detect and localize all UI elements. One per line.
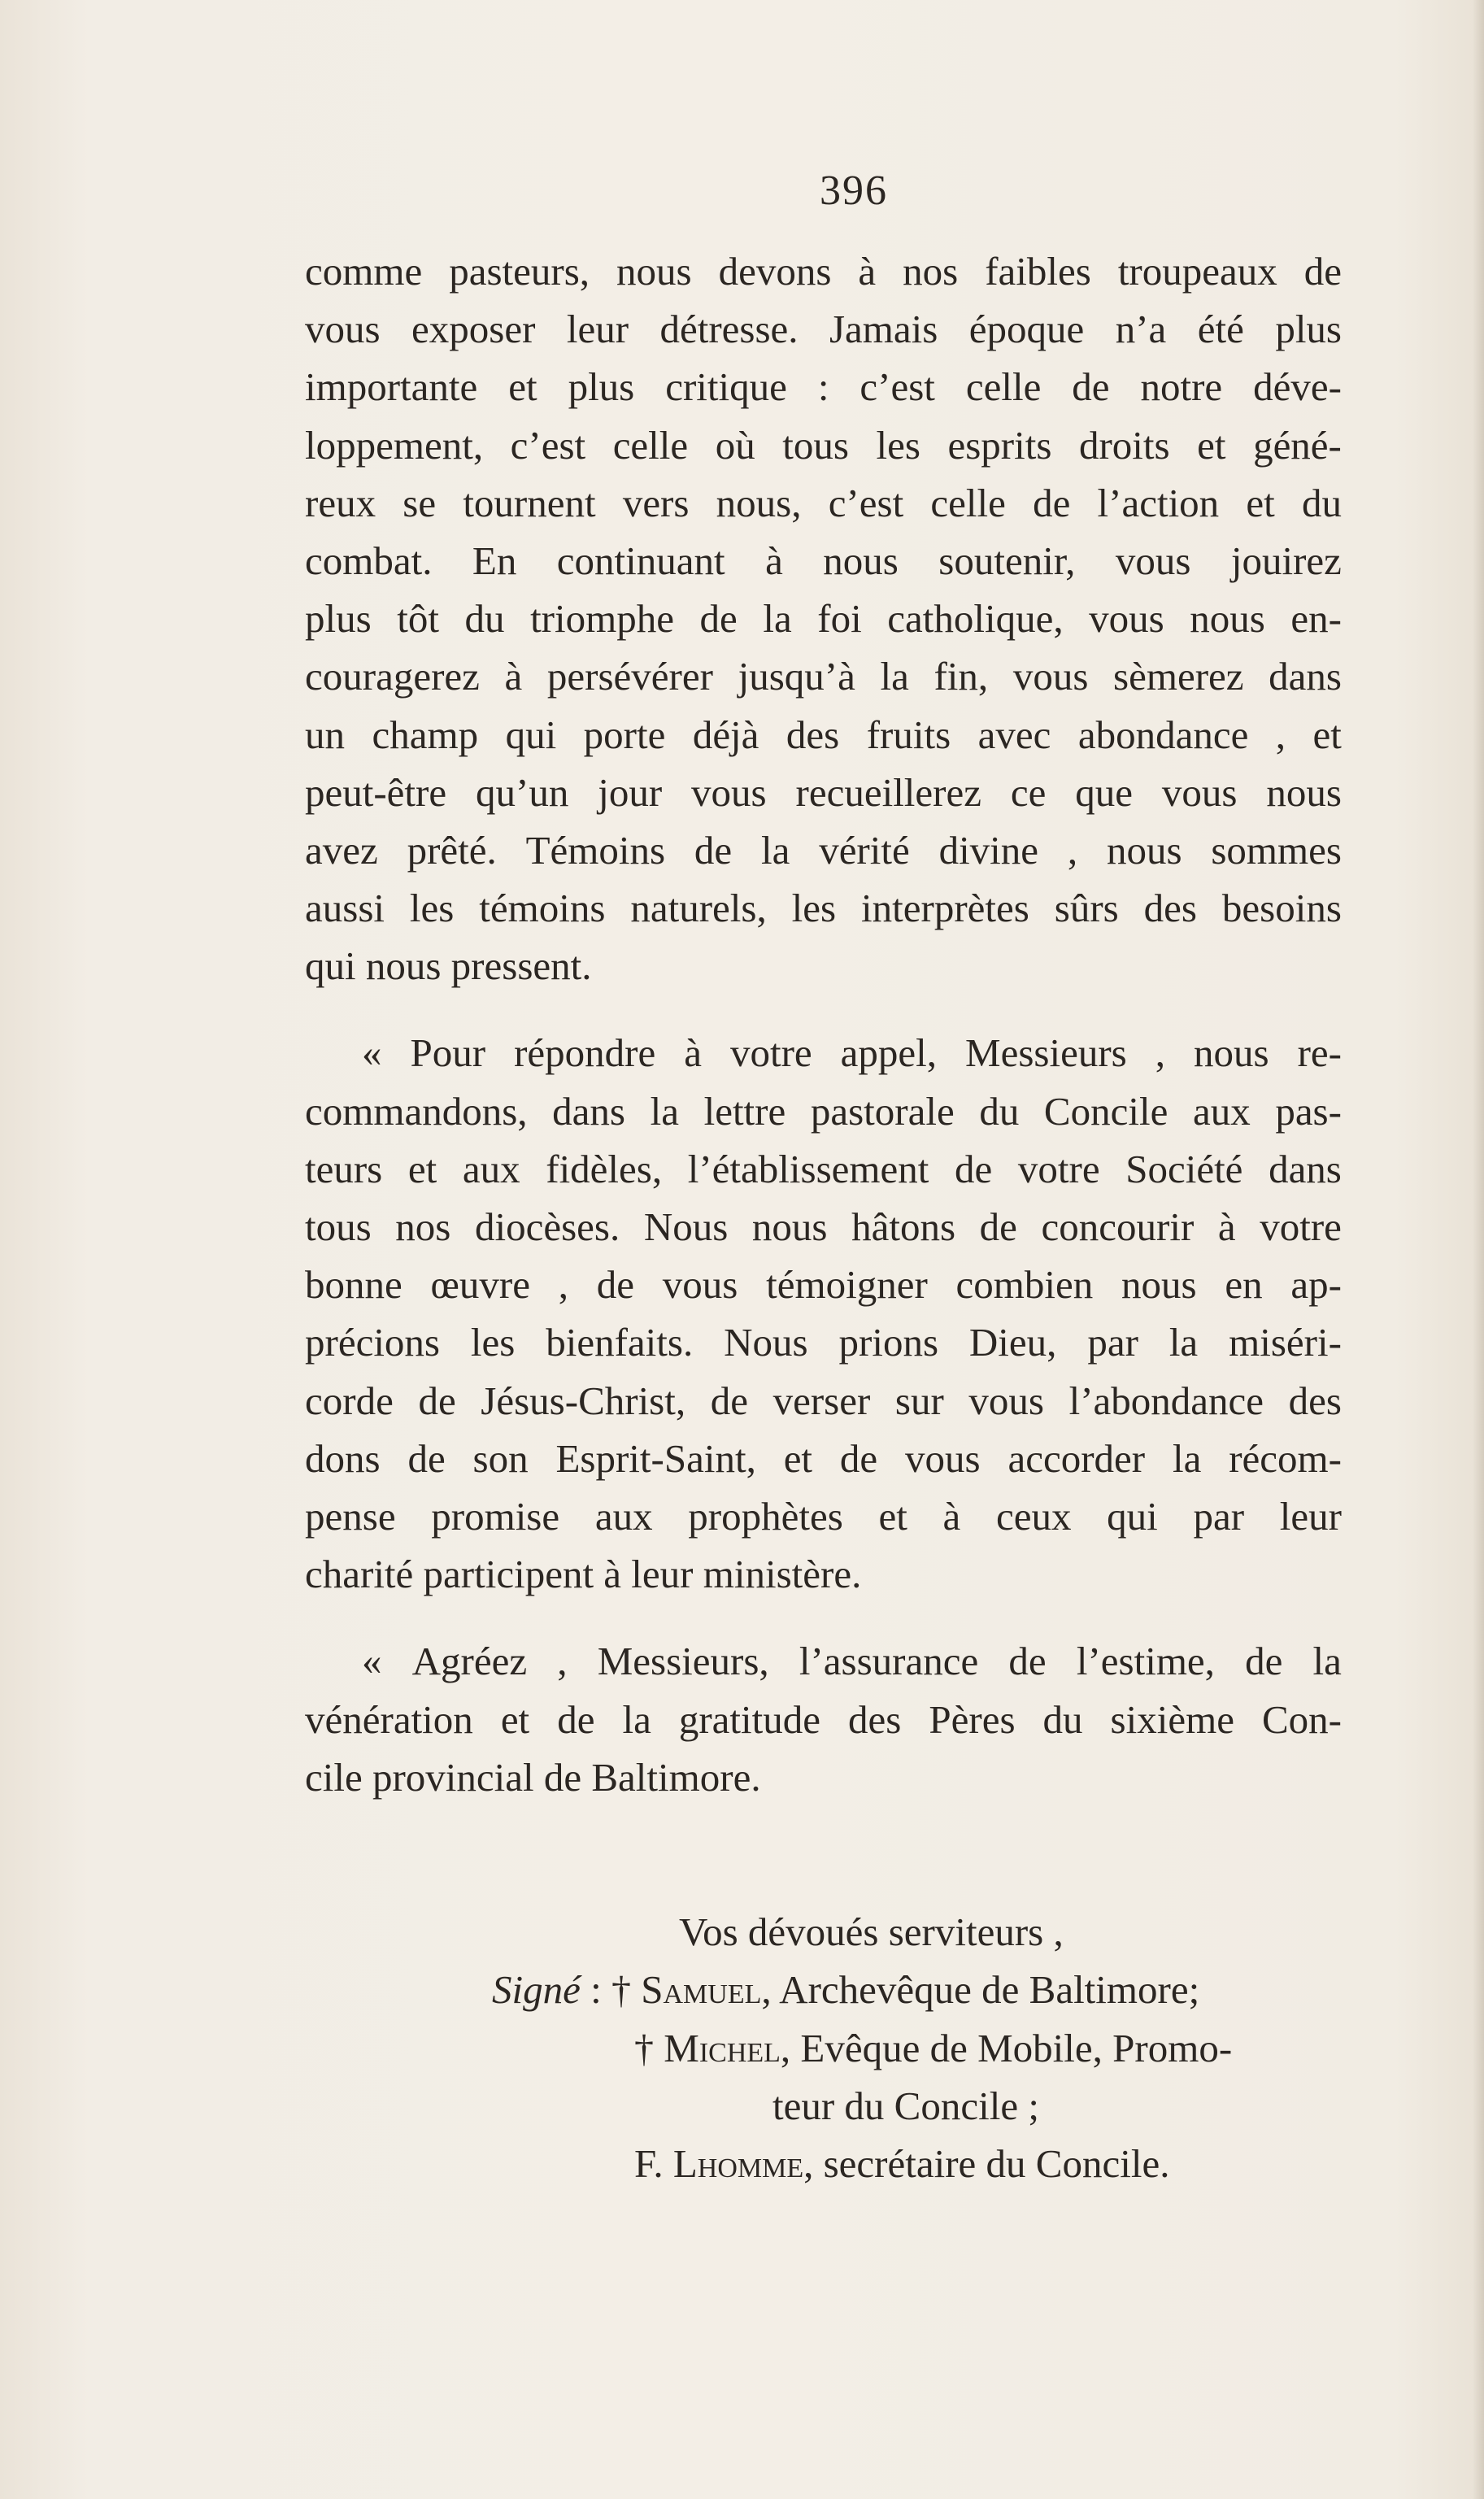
page-edge-shadow bbox=[1473, 0, 1484, 2499]
signature-line-michel bbox=[634, 2019, 1232, 2078]
text-line: avez prêté. Témoins de la vérité divine , nous sommes bbox=[305, 827, 1342, 873]
signature-line-lhomme bbox=[634, 2135, 1169, 2192]
text-line: « Agréez , Messieurs, l’assurance de l’estime, de la bbox=[362, 1639, 1342, 1684]
page-number: 396 bbox=[820, 168, 888, 214]
signature-colon: : bbox=[590, 1967, 602, 2012]
text-line: vénération et de la gratitude des Pères du sixième Con- bbox=[305, 1696, 1342, 1742]
text-line: loppement, c’est celle où tous les esprits droits et géné- bbox=[305, 422, 1342, 468]
text-line: plus tôt du triomphe de la foi catholique, vous nous en- bbox=[305, 596, 1342, 642]
signatory-samuel: Samuel bbox=[641, 1967, 762, 2012]
text-line: aussi les témoins naturels, les interprètes sûrs des besoins bbox=[305, 886, 1342, 931]
text-line: qui nous pressent. bbox=[305, 943, 592, 989]
text-line: teurs et aux fidèles, l’établissement de votre Société dans bbox=[305, 1146, 1342, 1191]
text-line: reux se tournent vers nous, c’est celle de l’action et du bbox=[305, 480, 1342, 525]
paragraph-2 bbox=[305, 1024, 1342, 1603]
body-text bbox=[305, 242, 1342, 1806]
dagger-symbol: † bbox=[634, 2027, 654, 2070]
text-line: vous exposer leur détresse. Jamais époque n’a été plus bbox=[305, 307, 1342, 352]
text-line: précions les bienfaits. Nous prions Dieu, par la miséri- bbox=[305, 1320, 1342, 1365]
signatory-lhomme-title: , secrétaire du Concile. bbox=[803, 2141, 1170, 2186]
signatory-samuel-title: , Archevêque de Baltimore; bbox=[761, 1967, 1200, 2012]
text-line: cile provincial de Baltimore. bbox=[305, 1754, 761, 1800]
paragraph-3 bbox=[305, 1632, 1342, 1806]
signature-line-michel-cont: teur du Concile ; bbox=[772, 2083, 1039, 2128]
text-line: combat. En continuant à nous soutenir, vous jouirez bbox=[305, 538, 1342, 583]
signatory-lhomme-initial: F. bbox=[634, 2141, 664, 2186]
text-line: charité participent à leur ministère. bbox=[305, 1552, 862, 1597]
text-line: peut-être qu’un jour vous recueillerez ce que vous nous bbox=[305, 769, 1342, 815]
text-line: comme pasteurs, nous devons à nos faibles troupeaux de bbox=[305, 249, 1342, 294]
signature-line-samuel bbox=[492, 1961, 1199, 2019]
text-line: commandons, dans la lettre pastorale du Concile aux pas- bbox=[305, 1088, 1342, 1134]
text-line: pense promise aux prophètes et à ceux qui par leur bbox=[305, 1493, 1342, 1539]
text-line: couragerez à persévérer jusqu’à la fin, vous sèmerez dans bbox=[305, 654, 1342, 699]
text-line: importante et plus critique : c’est celle de notre déve- bbox=[305, 364, 1342, 410]
signature-closing: Vos dévoués serviteurs , bbox=[679, 1909, 1064, 1954]
signature-label: Signé bbox=[492, 1967, 581, 2012]
text-line: tous nos diocèses. Nous nous hâtons de concourir à votre bbox=[305, 1204, 1342, 1250]
paragraph-1 bbox=[305, 242, 1342, 995]
text-line: dons de son Esprit-Saint, et de vous accorder la récom- bbox=[305, 1435, 1342, 1481]
text-line: bonne œuvre , de vous témoigner combien nous en ap- bbox=[305, 1262, 1342, 1308]
text-line: un champ qui porte déjà des fruits avec abondance , et bbox=[305, 712, 1342, 757]
text-line: corde de Jésus-Christ, de verser sur vous l’abondance des bbox=[305, 1378, 1342, 1423]
text-line: « Pour répondre à votre appel, Messieurs , nous re- bbox=[362, 1030, 1342, 1076]
signatory-lhomme: Lhomme bbox=[672, 2141, 804, 2186]
signatory-michel: Michel bbox=[664, 2026, 781, 2070]
signatory-michel-title: , Evêque de Mobile, Promo- bbox=[780, 2026, 1233, 2070]
dagger-symbol: † bbox=[611, 1969, 631, 2012]
